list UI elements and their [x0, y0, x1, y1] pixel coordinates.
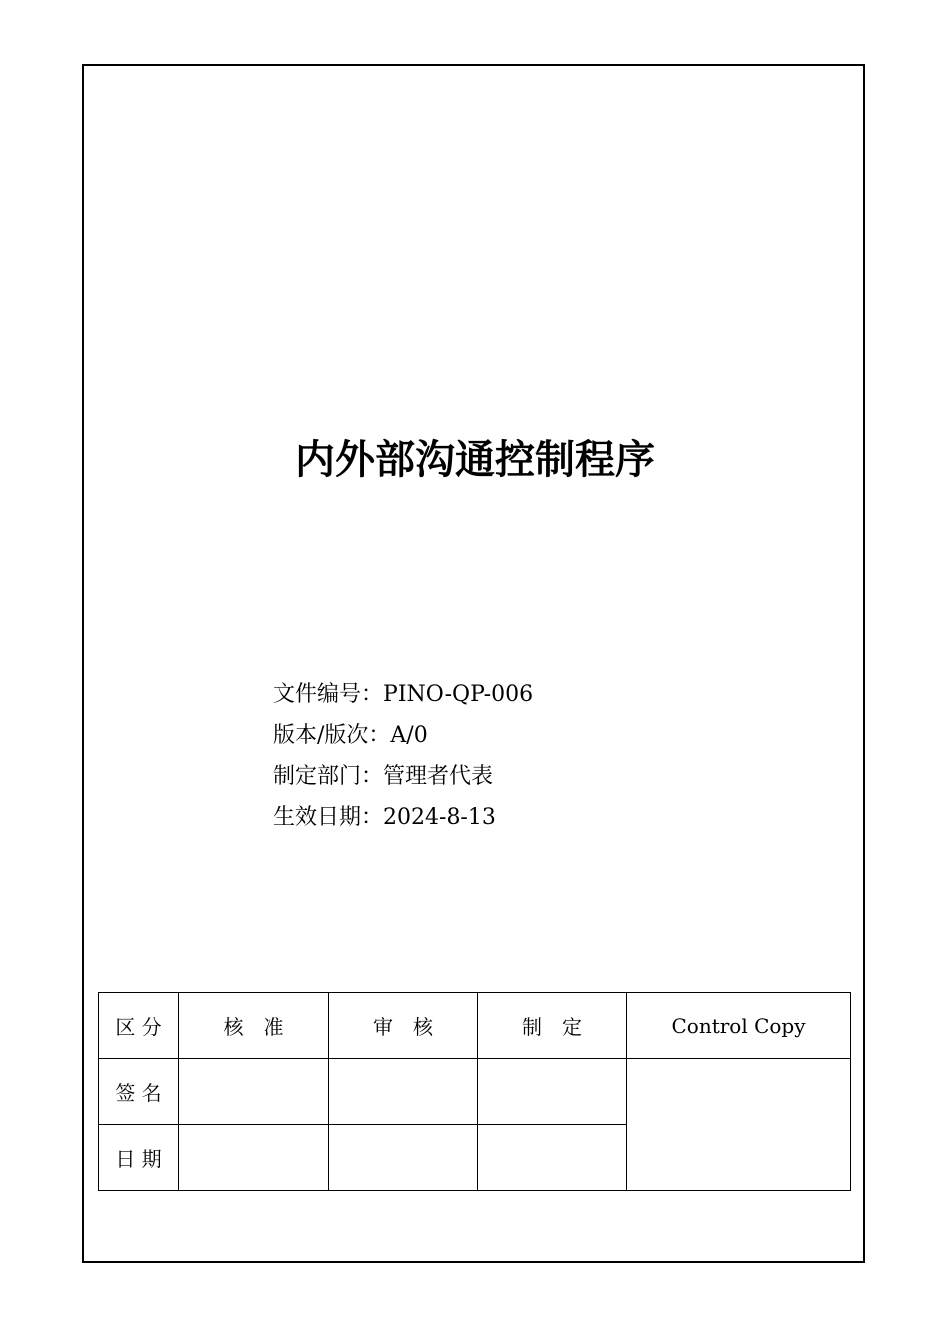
file-number-value: PINO-QP-006 [383, 682, 534, 707]
document-title: 内外部沟通控制程序 [295, 437, 655, 483]
effective-date-label: 生效日期： [273, 805, 384, 830]
date-prepare-cell [478, 1125, 627, 1191]
header-category: 区 分 [99, 993, 179, 1059]
info-row-effective-date [273, 797, 533, 838]
signature-row [99, 1059, 851, 1125]
control-copy-cell [627, 1059, 851, 1191]
version-value: A/0 [390, 723, 428, 748]
date-review-cell [329, 1125, 478, 1191]
signature-review-cell [329, 1059, 478, 1125]
date-approve-cell [179, 1125, 329, 1191]
header-approve: 核 准 [179, 993, 329, 1059]
info-row-version [273, 715, 533, 756]
header-control-copy: Control Copy [627, 993, 851, 1059]
document-info [273, 674, 533, 838]
file-number-label: 文件编号： [273, 682, 384, 707]
department-value: 管理者代表 [383, 764, 494, 789]
info-row-department [273, 756, 533, 797]
header-prepare: 制 定 [478, 993, 627, 1059]
info-row-file-number [273, 674, 533, 715]
signature-prepare-cell [478, 1059, 627, 1125]
header-review: 审 核 [329, 993, 478, 1059]
row-label-date: 日 期 [99, 1125, 179, 1191]
effective-date-value: 2024-8-13 [383, 805, 496, 830]
version-label: 版本/版次： [273, 723, 391, 748]
row-label-signature: 签 名 [99, 1059, 179, 1125]
department-label: 制定部门： [273, 764, 384, 789]
signature-approve-cell [179, 1059, 329, 1125]
signature-table [98, 992, 851, 1191]
signature-table-header-row [99, 993, 851, 1059]
